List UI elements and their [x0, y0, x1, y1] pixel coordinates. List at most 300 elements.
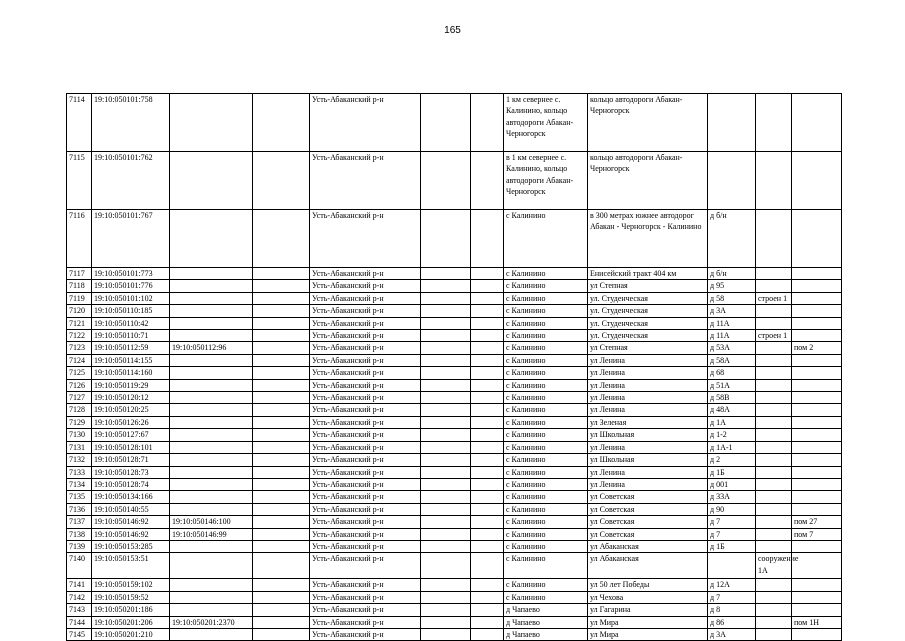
empty-cell [253, 317, 310, 329]
empty-cell [421, 330, 471, 342]
locality-cell: с Калинино [504, 392, 588, 404]
room-cadastral-number-cell [170, 591, 253, 603]
cadastral-number-cell: 19:10:050128:101 [92, 441, 170, 453]
room-cadastral-number-cell [170, 280, 253, 292]
room-cell [792, 305, 842, 317]
row-number-cell: 7141 [67, 579, 92, 591]
building-cell [756, 540, 792, 552]
room-cell: пом 1Н [792, 616, 842, 628]
empty-cell [421, 540, 471, 552]
cadastral-number-cell: 19:10:050153:285 [92, 540, 170, 552]
cadastral-number-cell: 19:10:050101:762 [92, 152, 170, 210]
empty-cell [253, 94, 310, 152]
empty-cell [253, 553, 310, 579]
room-cell [792, 268, 842, 280]
room-cell [792, 553, 842, 579]
room-cadastral-number-cell [170, 94, 253, 152]
room-cell [792, 478, 842, 490]
table-row [67, 367, 842, 379]
empty-cell [253, 441, 310, 453]
room-cadastral-number-cell [170, 540, 253, 552]
empty-cell [253, 416, 310, 428]
building-cell [756, 454, 792, 466]
row-number-cell: 7125 [67, 367, 92, 379]
house-cell: д б/н [708, 268, 756, 280]
street-cell: ул Ленина [588, 466, 708, 478]
street-cell: ул Мира [588, 628, 708, 640]
street-cell: кольцо автодороги Абакан-Черногорск [588, 152, 708, 210]
district-cell: Усть-Абаканский р-н [310, 591, 421, 603]
room-cell [792, 210, 842, 268]
room-cell [792, 441, 842, 453]
room-cadastral-number-cell [170, 429, 253, 441]
building-cell [756, 466, 792, 478]
locality-cell: д Чапаево [504, 604, 588, 616]
row-number-cell: 7137 [67, 516, 92, 528]
empty-cell [421, 553, 471, 579]
empty-cell [421, 628, 471, 640]
room-cadastral-number-cell [170, 367, 253, 379]
cadastral-number-cell: 19:10:050120:12 [92, 392, 170, 404]
empty-cell [421, 268, 471, 280]
empty-cell [253, 305, 310, 317]
empty-cell [471, 330, 504, 342]
row-number-cell: 7116 [67, 210, 92, 268]
row-number-cell: 7133 [67, 466, 92, 478]
table-row [67, 392, 842, 404]
empty-cell [421, 466, 471, 478]
room-cadastral-number-cell [170, 268, 253, 280]
district-cell: Усть-Абаканский р-н [310, 478, 421, 490]
room-cell [792, 429, 842, 441]
empty-cell [253, 528, 310, 540]
room-cadastral-number-cell [170, 317, 253, 329]
row-number-cell: 7134 [67, 478, 92, 490]
building-cell [756, 342, 792, 354]
district-cell: Усть-Абаканский р-н [310, 441, 421, 453]
empty-cell [253, 330, 310, 342]
room-cadastral-number-cell: 19:10:050201:2370 [170, 616, 253, 628]
district-cell: Усть-Абаканский р-н [310, 466, 421, 478]
row-number-cell: 7131 [67, 441, 92, 453]
locality-cell: с Калинино [504, 367, 588, 379]
empty-cell [421, 429, 471, 441]
street-cell: Енисейский тракт 404 км [588, 268, 708, 280]
house-cell: д 1Б [708, 466, 756, 478]
street-cell: ул Ленина [588, 367, 708, 379]
building-cell [756, 416, 792, 428]
house-cell: д 58А [708, 354, 756, 366]
empty-cell [253, 292, 310, 304]
street-cell: ул Зеленая [588, 416, 708, 428]
empty-cell [253, 280, 310, 292]
empty-cell [421, 441, 471, 453]
empty-cell [471, 305, 504, 317]
locality-cell: с Калинино [504, 491, 588, 503]
street-cell: ул Школьная [588, 454, 708, 466]
room-cell: пом 27 [792, 516, 842, 528]
empty-cell [471, 392, 504, 404]
empty-cell [471, 478, 504, 490]
empty-cell [471, 379, 504, 391]
row-number-cell: 7115 [67, 152, 92, 210]
table-row [67, 330, 842, 342]
table-row [67, 317, 842, 329]
building-cell [756, 528, 792, 540]
room-cadastral-number-cell [170, 454, 253, 466]
locality-cell: с Калинино [504, 416, 588, 428]
room-cell [792, 94, 842, 152]
table-row [67, 454, 842, 466]
district-cell: Усть-Абаканский р-н [310, 540, 421, 552]
empty-cell [421, 616, 471, 628]
street-cell: ул 50 лет Победы [588, 579, 708, 591]
row-number-cell: 7127 [67, 392, 92, 404]
empty-cell [471, 367, 504, 379]
table-row [67, 404, 842, 416]
room-cell [792, 330, 842, 342]
locality-cell: с Калинино [504, 441, 588, 453]
house-cell: д 11А [708, 317, 756, 329]
row-number-cell: 7124 [67, 354, 92, 366]
building-cell [756, 516, 792, 528]
row-number-cell: 7130 [67, 429, 92, 441]
table-row [67, 416, 842, 428]
empty-cell [471, 604, 504, 616]
cadastral-number-cell: 19:10:050146:92 [92, 528, 170, 540]
district-cell: Усть-Абаканский р-н [310, 354, 421, 366]
house-cell: д 7 [708, 591, 756, 603]
cadastral-number-cell: 19:10:050159:52 [92, 591, 170, 603]
empty-cell [471, 280, 504, 292]
building-cell [756, 616, 792, 628]
empty-cell [253, 516, 310, 528]
locality-cell: с Калинино [504, 354, 588, 366]
building-cell: строен 1 [756, 330, 792, 342]
building-cell [756, 429, 792, 441]
locality-cell: с Калинино [504, 404, 588, 416]
row-number-cell: 7123 [67, 342, 92, 354]
room-cadastral-number-cell [170, 354, 253, 366]
empty-cell [253, 579, 310, 591]
building-cell: сооружение 1А [756, 553, 792, 579]
house-cell: д 7 [708, 528, 756, 540]
empty-cell [471, 429, 504, 441]
table-row [67, 516, 842, 528]
table-row [67, 292, 842, 304]
empty-cell [471, 516, 504, 528]
locality-cell: в 1 км севернее с. Калинино, кольцо автодороги Абакан-Черногорск [504, 152, 588, 210]
house-cell: д 51А [708, 379, 756, 391]
table-row [67, 268, 842, 280]
table-row [67, 540, 842, 552]
empty-cell [421, 379, 471, 391]
table-row [67, 152, 842, 210]
empty-cell [471, 210, 504, 268]
table-row [67, 604, 842, 616]
district-cell: Усть-Абаканский р-н [310, 392, 421, 404]
street-cell: ул Советская [588, 516, 708, 528]
locality-cell: с Калинино [504, 210, 588, 268]
empty-cell [471, 454, 504, 466]
empty-cell [253, 540, 310, 552]
empty-cell [421, 503, 471, 515]
house-cell: д 48А [708, 404, 756, 416]
room-cell [792, 392, 842, 404]
building-cell [756, 491, 792, 503]
room-cadastral-number-cell [170, 503, 253, 515]
row-number-cell: 7135 [67, 491, 92, 503]
empty-cell [253, 466, 310, 478]
table-row [67, 466, 842, 478]
room-cell [792, 317, 842, 329]
row-number-cell: 7145 [67, 628, 92, 640]
table-row [67, 429, 842, 441]
empty-cell [253, 367, 310, 379]
empty-cell [253, 342, 310, 354]
locality-cell: с Калинино [504, 330, 588, 342]
house-cell: д 1Б [708, 540, 756, 552]
table-row [67, 491, 842, 503]
cadastral-number-cell: 19:10:050114:160 [92, 367, 170, 379]
cadastral-number-cell: 19:10:050114:155 [92, 354, 170, 366]
table-row [67, 591, 842, 603]
cadastral-number-cell: 19:10:050101:102 [92, 292, 170, 304]
cadastral-number-cell: 19:10:050153:51 [92, 553, 170, 579]
table-row [67, 441, 842, 453]
room-cadastral-number-cell [170, 628, 253, 640]
building-cell [756, 305, 792, 317]
empty-cell [471, 591, 504, 603]
empty-cell [253, 210, 310, 268]
room-cell [792, 466, 842, 478]
building-cell [756, 379, 792, 391]
room-cell [792, 628, 842, 640]
cadastral-number-cell: 19:10:050101:773 [92, 268, 170, 280]
empty-cell [421, 454, 471, 466]
street-cell: ул Абаканская [588, 553, 708, 579]
district-cell: Усть-Абаканский р-н [310, 379, 421, 391]
district-cell: Усть-Абаканский р-н [310, 416, 421, 428]
room-cell [792, 367, 842, 379]
empty-cell [253, 478, 310, 490]
empty-cell [471, 491, 504, 503]
district-cell: Усть-Абаканский р-н [310, 553, 421, 579]
building-cell [756, 503, 792, 515]
empty-cell [253, 591, 310, 603]
empty-cell [471, 268, 504, 280]
district-cell: Усть-Абаканский р-н [310, 210, 421, 268]
district-cell: Усть-Абаканский р-н [310, 628, 421, 640]
empty-cell [421, 305, 471, 317]
cadastral-number-cell: 19:10:050127:67 [92, 429, 170, 441]
empty-cell [471, 553, 504, 579]
room-cell [792, 404, 842, 416]
building-cell [756, 628, 792, 640]
locality-cell: с Калинино [504, 454, 588, 466]
locality-cell: с Калинино [504, 478, 588, 490]
locality-cell: с Калинино [504, 342, 588, 354]
row-number-cell: 7136 [67, 503, 92, 515]
locality-cell: с Калинино [504, 579, 588, 591]
empty-cell [471, 342, 504, 354]
street-cell: ул Советская [588, 503, 708, 515]
street-cell: ул Советская [588, 491, 708, 503]
empty-cell [471, 616, 504, 628]
empty-cell [421, 152, 471, 210]
locality-cell: с Калинино [504, 268, 588, 280]
room-cell [792, 591, 842, 603]
table-row [67, 616, 842, 628]
room-cadastral-number-cell [170, 491, 253, 503]
empty-cell [421, 604, 471, 616]
room-cell [792, 604, 842, 616]
empty-cell [421, 478, 471, 490]
street-cell: ул Абаканская [588, 540, 708, 552]
room-cell [792, 416, 842, 428]
house-cell: д 3А [708, 628, 756, 640]
empty-cell [253, 616, 310, 628]
empty-cell [253, 152, 310, 210]
building-cell [756, 354, 792, 366]
cadastral-number-cell: 19:10:050201:206 [92, 616, 170, 628]
street-cell: ул Ленина [588, 379, 708, 391]
empty-cell [471, 152, 504, 210]
empty-cell [421, 528, 471, 540]
room-cell [792, 503, 842, 515]
street-cell: кольцо автодороги Абакан-Черногорск [588, 94, 708, 152]
district-cell: Усть-Абаканский р-н [310, 268, 421, 280]
house-cell: д 1А-1 [708, 441, 756, 453]
district-cell: Усть-Абаканский р-н [310, 404, 421, 416]
empty-cell [471, 628, 504, 640]
building-cell [756, 392, 792, 404]
room-cadastral-number-cell [170, 604, 253, 616]
room-cell [792, 540, 842, 552]
empty-cell [253, 503, 310, 515]
street-cell: ул. Студенческая [588, 330, 708, 342]
street-cell: ул Школьная [588, 429, 708, 441]
room-cadastral-number-cell [170, 379, 253, 391]
empty-cell [421, 491, 471, 503]
empty-cell [421, 516, 471, 528]
registry-table [66, 93, 842, 641]
street-cell: ул. Студенческая [588, 317, 708, 329]
locality-cell: с Калинино [504, 466, 588, 478]
table-row [67, 305, 842, 317]
locality-cell: д Чапаево [504, 616, 588, 628]
building-cell [756, 367, 792, 379]
building-cell [756, 317, 792, 329]
table-row [67, 210, 842, 268]
house-cell: д 68 [708, 367, 756, 379]
empty-cell [471, 416, 504, 428]
table-row [67, 503, 842, 515]
house-cell [708, 553, 756, 579]
empty-cell [471, 404, 504, 416]
empty-cell [471, 528, 504, 540]
row-number-cell: 7121 [67, 317, 92, 329]
cadastral-number-cell: 19:10:050146:92 [92, 516, 170, 528]
row-number-cell: 7144 [67, 616, 92, 628]
building-cell [756, 94, 792, 152]
row-number-cell: 7143 [67, 604, 92, 616]
row-number-cell: 7128 [67, 404, 92, 416]
house-cell: д 95 [708, 280, 756, 292]
street-cell: ул Советская [588, 528, 708, 540]
street-cell: ул Ленина [588, 404, 708, 416]
table-row [67, 553, 842, 579]
district-cell: Усть-Абаканский р-н [310, 528, 421, 540]
building-cell [756, 152, 792, 210]
empty-cell [421, 416, 471, 428]
empty-cell [253, 392, 310, 404]
house-cell: д 001 [708, 478, 756, 490]
empty-cell [471, 94, 504, 152]
building-cell [756, 268, 792, 280]
district-cell: Усть-Абаканский р-н [310, 367, 421, 379]
table-row [67, 528, 842, 540]
room-cadastral-number-cell [170, 579, 253, 591]
row-number-cell: 7117 [67, 268, 92, 280]
room-cadastral-number-cell [170, 478, 253, 490]
cadastral-number-cell: 19:10:050101:758 [92, 94, 170, 152]
empty-cell [421, 354, 471, 366]
cadastral-number-cell: 19:10:050101:776 [92, 280, 170, 292]
building-cell [756, 478, 792, 490]
empty-cell [471, 317, 504, 329]
district-cell: Усть-Абаканский р-н [310, 330, 421, 342]
house-cell: д 58В [708, 392, 756, 404]
table-row [67, 478, 842, 490]
building-cell [756, 280, 792, 292]
room-cell: пом 2 [792, 342, 842, 354]
row-number-cell: 7126 [67, 379, 92, 391]
room-cadastral-number-cell [170, 305, 253, 317]
locality-cell: с Калинино [504, 553, 588, 579]
house-cell: д 90 [708, 503, 756, 515]
row-number-cell: 7114 [67, 94, 92, 152]
room-cadastral-number-cell [170, 416, 253, 428]
street-cell: ул Ленина [588, 354, 708, 366]
room-cadastral-number-cell [170, 330, 253, 342]
locality-cell: с Калинино [504, 591, 588, 603]
room-cadastral-number-cell [170, 292, 253, 304]
cadastral-number-cell: 19:10:050110:42 [92, 317, 170, 329]
empty-cell [253, 268, 310, 280]
empty-cell [471, 503, 504, 515]
row-number-cell: 7142 [67, 591, 92, 603]
district-cell: Усть-Абаканский р-н [310, 604, 421, 616]
building-cell [756, 579, 792, 591]
locality-cell: с Калинино [504, 317, 588, 329]
row-number-cell: 7129 [67, 416, 92, 428]
street-cell: ул Мира [588, 616, 708, 628]
cadastral-number-cell: 19:10:050128:73 [92, 466, 170, 478]
street-cell: ул Ленина [588, 478, 708, 490]
row-number-cell: 7139 [67, 540, 92, 552]
empty-cell [253, 628, 310, 640]
empty-cell [253, 429, 310, 441]
locality-cell: с Калинино [504, 280, 588, 292]
room-cell: пом 7 [792, 528, 842, 540]
room-cadastral-number-cell [170, 466, 253, 478]
empty-cell [421, 210, 471, 268]
district-cell: Усть-Абаканский р-н [310, 503, 421, 515]
empty-cell [421, 280, 471, 292]
room-cadastral-number-cell [170, 553, 253, 579]
house-cell: д 58 [708, 292, 756, 304]
